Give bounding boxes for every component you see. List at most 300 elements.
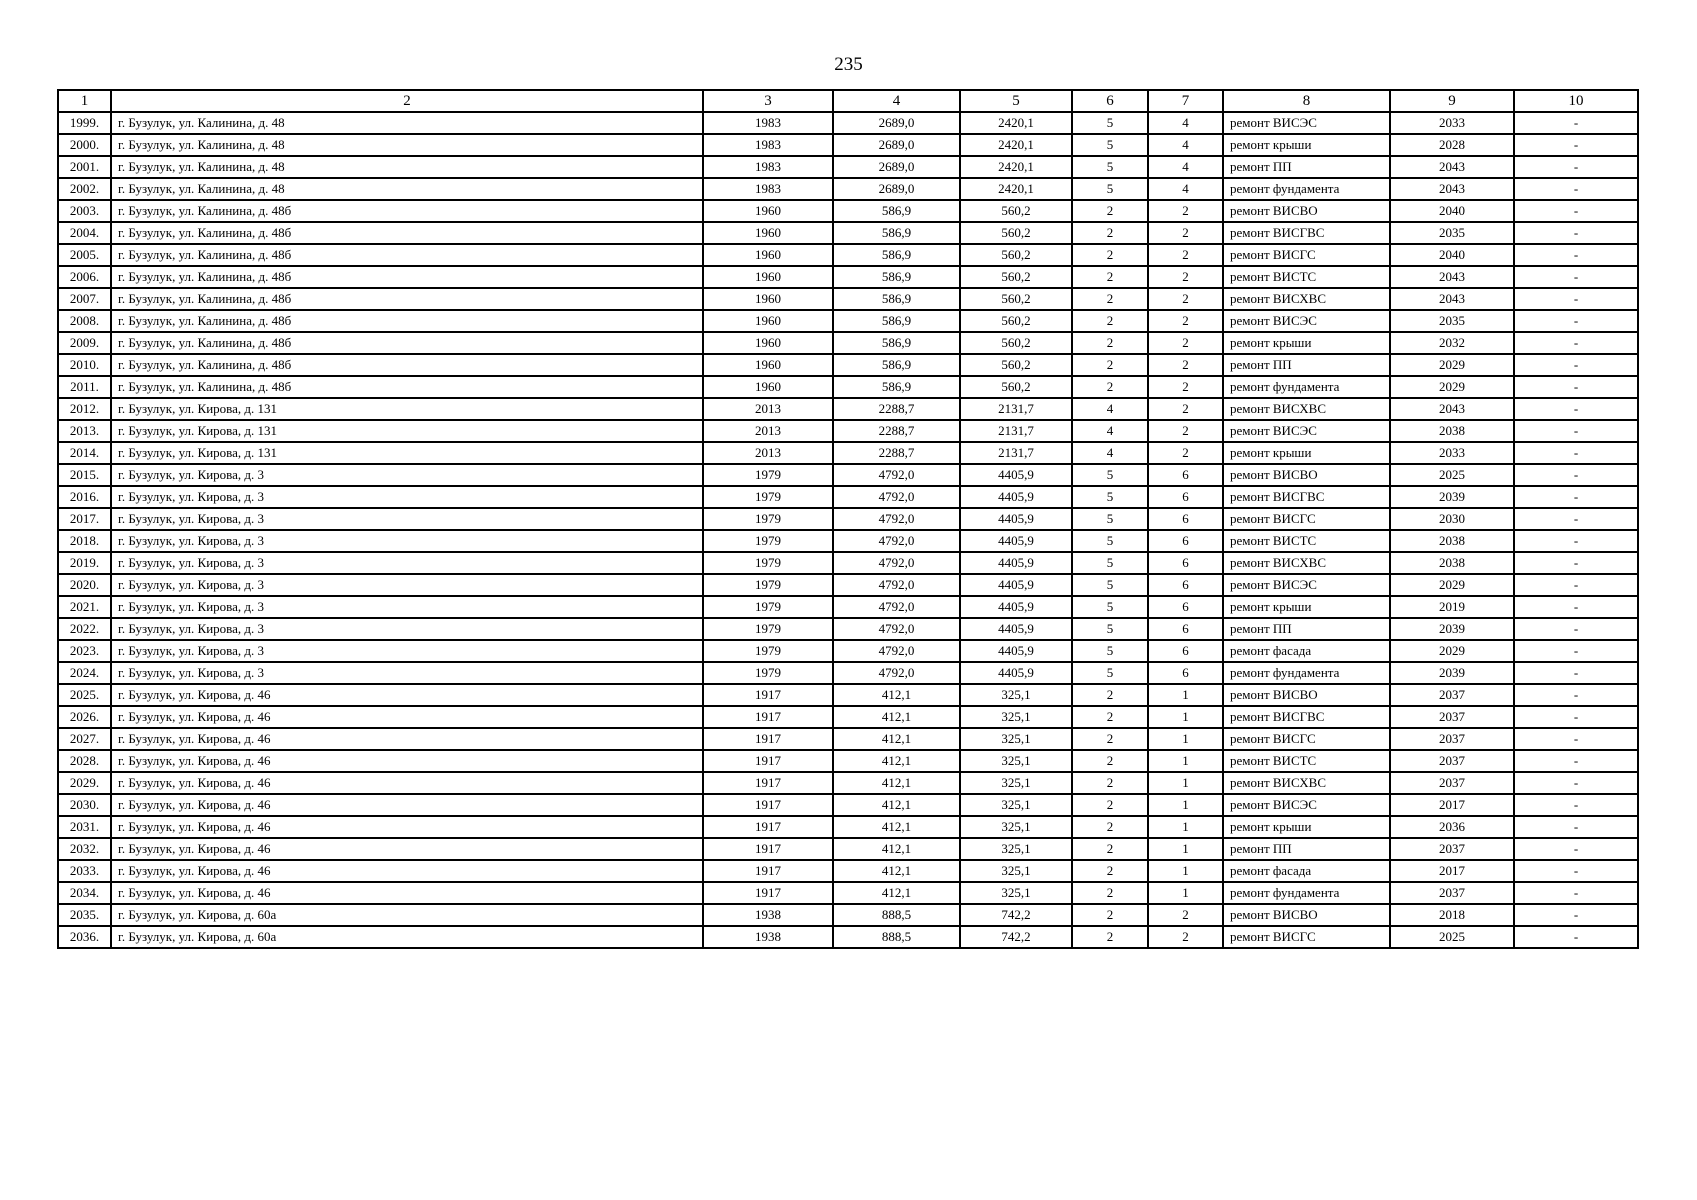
cell-living-area: 2420,1 (960, 156, 1072, 178)
cell-floors: 2 (1072, 706, 1148, 728)
cell-row-number: 2032. (58, 838, 111, 860)
cell-row-number: 2012. (58, 398, 111, 420)
cell-note: - (1514, 530, 1638, 552)
cell-repair-type: ремонт ВИСТС (1223, 530, 1390, 552)
cell-address: г. Бузулук, ул. Калинина, д. 48 (111, 112, 703, 134)
cell-address: г. Бузулук, ул. Кирова, д. 131 (111, 442, 703, 464)
cell-planned-year: 2032 (1390, 332, 1514, 354)
cell-repair-type: ремонт ВИСГС (1223, 508, 1390, 530)
cell-living-area: 325,1 (960, 860, 1072, 882)
cell-row-number: 2007. (58, 288, 111, 310)
cell-floors: 5 (1072, 552, 1148, 574)
table-row (58, 728, 1638, 750)
cell-note: - (1514, 728, 1638, 750)
cell-address: г. Бузулук, ул. Калинина, д. 48б (111, 376, 703, 398)
cell-living-area: 325,1 (960, 750, 1072, 772)
cell-row-number: 2009. (58, 332, 111, 354)
cell-note: - (1514, 706, 1638, 728)
cell-repair-type: ремонт ВИСХВС (1223, 552, 1390, 574)
cell-build-year: 1960 (703, 354, 833, 376)
cell-repair-type: ремонт ВИСВО (1223, 684, 1390, 706)
cell-floors: 2 (1072, 376, 1148, 398)
cell-entrances: 6 (1148, 662, 1223, 684)
table-row (58, 420, 1638, 442)
cell-planned-year: 2038 (1390, 530, 1514, 552)
cell-note: - (1514, 552, 1638, 574)
cell-planned-year: 2039 (1390, 486, 1514, 508)
cell-entrances: 4 (1148, 178, 1223, 200)
cell-total-area: 4792,0 (833, 486, 960, 508)
cell-repair-type: ремонт крыши (1223, 816, 1390, 838)
cell-planned-year: 2029 (1390, 574, 1514, 596)
cell-living-area: 325,1 (960, 728, 1072, 750)
cell-total-area: 412,1 (833, 838, 960, 860)
cell-total-area: 4792,0 (833, 618, 960, 640)
cell-floors: 5 (1072, 486, 1148, 508)
cell-planned-year: 2043 (1390, 288, 1514, 310)
cell-build-year: 1983 (703, 156, 833, 178)
cell-note: - (1514, 112, 1638, 134)
cell-address: г. Бузулук, ул. Кирова, д. 131 (111, 420, 703, 442)
cell-entrances: 4 (1148, 134, 1223, 156)
cell-entrances: 6 (1148, 530, 1223, 552)
cell-living-area: 560,2 (960, 310, 1072, 332)
column-header-1: 1 (58, 90, 111, 112)
cell-row-number: 2006. (58, 266, 111, 288)
cell-row-number: 2008. (58, 310, 111, 332)
cell-planned-year: 2037 (1390, 684, 1514, 706)
cell-planned-year: 2039 (1390, 662, 1514, 684)
cell-planned-year: 2029 (1390, 376, 1514, 398)
cell-floors: 2 (1072, 926, 1148, 948)
cell-floors: 2 (1072, 288, 1148, 310)
cell-row-number: 2004. (58, 222, 111, 244)
cell-total-area: 2288,7 (833, 442, 960, 464)
cell-living-area: 560,2 (960, 266, 1072, 288)
cell-row-number: 2024. (58, 662, 111, 684)
column-header-8: 8 (1223, 90, 1390, 112)
cell-note: - (1514, 574, 1638, 596)
cell-planned-year: 2029 (1390, 640, 1514, 662)
cell-living-area: 4405,9 (960, 486, 1072, 508)
cell-build-year: 2013 (703, 442, 833, 464)
cell-address: г. Бузулук, ул. Кирова, д. 46 (111, 860, 703, 882)
cell-repair-type: ремонт крыши (1223, 596, 1390, 618)
cell-row-number: 2002. (58, 178, 111, 200)
cell-repair-type: ремонт ВИСВО (1223, 904, 1390, 926)
cell-repair-type: ремонт ВИСЭС (1223, 574, 1390, 596)
cell-floors: 5 (1072, 574, 1148, 596)
cell-planned-year: 2039 (1390, 618, 1514, 640)
cell-note: - (1514, 772, 1638, 794)
cell-row-number: 2027. (58, 728, 111, 750)
cell-repair-type: ремонт ВИСЭС (1223, 420, 1390, 442)
cell-entrances: 1 (1148, 706, 1223, 728)
cell-living-area: 2420,1 (960, 112, 1072, 134)
cell-entrances: 2 (1148, 332, 1223, 354)
cell-planned-year: 2036 (1390, 816, 1514, 838)
cell-address: г. Бузулук, ул. Калинина, д. 48б (111, 266, 703, 288)
cell-total-area: 412,1 (833, 794, 960, 816)
cell-repair-type: ремонт ПП (1223, 354, 1390, 376)
table-row (58, 464, 1638, 486)
cell-row-number: 2011. (58, 376, 111, 398)
cell-repair-type: ремонт крыши (1223, 442, 1390, 464)
cell-planned-year: 2019 (1390, 596, 1514, 618)
cell-address: г. Бузулук, ул. Кирова, д. 3 (111, 530, 703, 552)
cell-repair-type: ремонт ВИСЭС (1223, 310, 1390, 332)
cell-repair-type: ремонт ВИСХВС (1223, 398, 1390, 420)
cell-repair-type: ремонт ВИСХВС (1223, 772, 1390, 794)
cell-build-year: 1917 (703, 794, 833, 816)
cell-floors: 2 (1072, 244, 1148, 266)
cell-build-year: 1960 (703, 288, 833, 310)
cell-build-year: 1960 (703, 310, 833, 332)
cell-address: г. Бузулук, ул. Калинина, д. 48б (111, 354, 703, 376)
cell-repair-type: ремонт крыши (1223, 332, 1390, 354)
cell-total-area: 4792,0 (833, 574, 960, 596)
cell-build-year: 1960 (703, 266, 833, 288)
cell-total-area: 412,1 (833, 882, 960, 904)
cell-note: - (1514, 596, 1638, 618)
cell-total-area: 888,5 (833, 904, 960, 926)
cell-living-area: 560,2 (960, 376, 1072, 398)
table-row (58, 596, 1638, 618)
cell-note: - (1514, 310, 1638, 332)
cell-entrances: 6 (1148, 486, 1223, 508)
cell-note: - (1514, 420, 1638, 442)
cell-address: г. Бузулук, ул. Кирова, д. 46 (111, 882, 703, 904)
cell-entrances: 2 (1148, 222, 1223, 244)
cell-planned-year: 2043 (1390, 398, 1514, 420)
cell-entrances: 2 (1148, 376, 1223, 398)
cell-floors: 2 (1072, 354, 1148, 376)
cell-note: - (1514, 882, 1638, 904)
table-row (58, 640, 1638, 662)
cell-note: - (1514, 816, 1638, 838)
cell-address: г. Бузулук, ул. Кирова, д. 46 (111, 838, 703, 860)
table-row (58, 508, 1638, 530)
cell-total-area: 586,9 (833, 376, 960, 398)
cell-row-number: 2019. (58, 552, 111, 574)
cell-total-area: 4792,0 (833, 662, 960, 684)
cell-total-area: 412,1 (833, 860, 960, 882)
cell-entrances: 6 (1148, 464, 1223, 486)
cell-floors: 5 (1072, 464, 1148, 486)
cell-build-year: 1960 (703, 376, 833, 398)
cell-build-year: 1938 (703, 926, 833, 948)
column-header-7: 7 (1148, 90, 1223, 112)
cell-note: - (1514, 640, 1638, 662)
cell-planned-year: 2040 (1390, 200, 1514, 222)
cell-living-area: 4405,9 (960, 530, 1072, 552)
cell-total-area: 412,1 (833, 772, 960, 794)
cell-entrances: 2 (1148, 310, 1223, 332)
cell-note: - (1514, 508, 1638, 530)
cell-address: г. Бузулук, ул. Кирова, д. 3 (111, 508, 703, 530)
cell-living-area: 2131,7 (960, 420, 1072, 442)
cell-address: г. Бузулук, ул. Кирова, д. 46 (111, 684, 703, 706)
cell-row-number: 2014. (58, 442, 111, 464)
cell-build-year: 1917 (703, 838, 833, 860)
cell-floors: 4 (1072, 398, 1148, 420)
cell-floors: 2 (1072, 772, 1148, 794)
cell-living-area: 560,2 (960, 222, 1072, 244)
cell-repair-type: ремонт ПП (1223, 838, 1390, 860)
cell-floors: 5 (1072, 156, 1148, 178)
table-row (58, 530, 1638, 552)
cell-planned-year: 2029 (1390, 354, 1514, 376)
cell-row-number: 2005. (58, 244, 111, 266)
cell-build-year: 1917 (703, 706, 833, 728)
table-row (58, 772, 1638, 794)
cell-build-year: 1917 (703, 816, 833, 838)
cell-repair-type: ремонт ВИСГВС (1223, 222, 1390, 244)
cell-living-area: 560,2 (960, 288, 1072, 310)
cell-row-number: 2033. (58, 860, 111, 882)
cell-living-area: 4405,9 (960, 662, 1072, 684)
cell-living-area: 4405,9 (960, 640, 1072, 662)
cell-planned-year: 2037 (1390, 728, 1514, 750)
cell-floors: 2 (1072, 816, 1148, 838)
table-row (58, 222, 1638, 244)
cell-living-area: 4405,9 (960, 596, 1072, 618)
cell-address: г. Бузулук, ул. Калинина, д. 48б (111, 222, 703, 244)
table-row (58, 376, 1638, 398)
cell-total-area: 4792,0 (833, 530, 960, 552)
cell-living-area: 4405,9 (960, 618, 1072, 640)
cell-note: - (1514, 860, 1638, 882)
cell-living-area: 560,2 (960, 244, 1072, 266)
table-row (58, 794, 1638, 816)
cell-living-area: 325,1 (960, 816, 1072, 838)
table-row (58, 882, 1638, 904)
cell-note: - (1514, 662, 1638, 684)
cell-note: - (1514, 376, 1638, 398)
cell-build-year: 1917 (703, 728, 833, 750)
table-row (58, 860, 1638, 882)
cell-planned-year: 2017 (1390, 794, 1514, 816)
cell-address: г. Бузулук, ул. Кирова, д. 46 (111, 750, 703, 772)
cell-total-area: 2689,0 (833, 112, 960, 134)
table-row (58, 838, 1638, 860)
cell-repair-type: ремонт ВИСГС (1223, 244, 1390, 266)
cell-living-area: 2131,7 (960, 398, 1072, 420)
cell-note: - (1514, 794, 1638, 816)
cell-build-year: 1979 (703, 574, 833, 596)
cell-living-area: 325,1 (960, 794, 1072, 816)
cell-total-area: 412,1 (833, 706, 960, 728)
cell-total-area: 2689,0 (833, 178, 960, 200)
cell-address: г. Бузулук, ул. Кирова, д. 3 (111, 596, 703, 618)
cell-total-area: 2288,7 (833, 420, 960, 442)
table-row (58, 926, 1638, 948)
cell-living-area: 325,1 (960, 684, 1072, 706)
cell-build-year: 1917 (703, 772, 833, 794)
cell-entrances: 1 (1148, 860, 1223, 882)
table-row (58, 904, 1638, 926)
cell-repair-type: ремонт ВИСТС (1223, 750, 1390, 772)
table-row (58, 816, 1638, 838)
cell-repair-type: ремонт ВИСГВС (1223, 706, 1390, 728)
cell-total-area: 4792,0 (833, 508, 960, 530)
cell-entrances: 2 (1148, 420, 1223, 442)
table-row (58, 398, 1638, 420)
cell-build-year: 2013 (703, 398, 833, 420)
column-header-10: 10 (1514, 90, 1638, 112)
cell-floors: 2 (1072, 794, 1148, 816)
cell-floors: 2 (1072, 310, 1148, 332)
cell-note: - (1514, 244, 1638, 266)
column-header-2: 2 (111, 90, 703, 112)
cell-floors: 2 (1072, 882, 1148, 904)
cell-entrances: 6 (1148, 574, 1223, 596)
cell-total-area: 2689,0 (833, 156, 960, 178)
cell-planned-year: 2037 (1390, 750, 1514, 772)
cell-note: - (1514, 618, 1638, 640)
cell-planned-year: 2025 (1390, 464, 1514, 486)
cell-address: г. Бузулук, ул. Калинина, д. 48 (111, 134, 703, 156)
table-row (58, 442, 1638, 464)
cell-repair-type: ремонт ПП (1223, 156, 1390, 178)
repair-schedule-table (57, 89, 1639, 949)
table-row (58, 178, 1638, 200)
cell-entrances: 2 (1148, 926, 1223, 948)
cell-repair-type: ремонт фундамента (1223, 178, 1390, 200)
cell-entrances: 1 (1148, 684, 1223, 706)
cell-row-number: 2029. (58, 772, 111, 794)
cell-repair-type: ремонт ВИСГВС (1223, 486, 1390, 508)
cell-floors: 2 (1072, 332, 1148, 354)
cell-build-year: 1979 (703, 640, 833, 662)
cell-living-area: 742,2 (960, 926, 1072, 948)
cell-planned-year: 2037 (1390, 882, 1514, 904)
cell-note: - (1514, 156, 1638, 178)
cell-build-year: 1983 (703, 178, 833, 200)
cell-entrances: 2 (1148, 200, 1223, 222)
cell-floors: 4 (1072, 442, 1148, 464)
cell-floors: 5 (1072, 178, 1148, 200)
cell-living-area: 325,1 (960, 706, 1072, 728)
cell-living-area: 560,2 (960, 200, 1072, 222)
table-row (58, 310, 1638, 332)
cell-total-area: 586,9 (833, 266, 960, 288)
cell-planned-year: 2030 (1390, 508, 1514, 530)
table-row (58, 332, 1638, 354)
cell-total-area: 586,9 (833, 310, 960, 332)
cell-build-year: 1979 (703, 662, 833, 684)
cell-total-area: 412,1 (833, 816, 960, 838)
cell-repair-type: ремонт ВИСГС (1223, 926, 1390, 948)
cell-floors: 2 (1072, 838, 1148, 860)
cell-row-number: 2020. (58, 574, 111, 596)
cell-planned-year: 2038 (1390, 552, 1514, 574)
cell-living-area: 560,2 (960, 332, 1072, 354)
column-header-6: 6 (1072, 90, 1148, 112)
cell-address: г. Бузулук, ул. Кирова, д. 3 (111, 486, 703, 508)
cell-row-number: 2022. (58, 618, 111, 640)
cell-living-area: 560,2 (960, 354, 1072, 376)
cell-total-area: 4792,0 (833, 464, 960, 486)
cell-address: г. Бузулук, ул. Кирова, д. 46 (111, 706, 703, 728)
cell-build-year: 1979 (703, 552, 833, 574)
table-row (58, 244, 1638, 266)
cell-address: г. Бузулук, ул. Калинина, д. 48 (111, 178, 703, 200)
cell-total-area: 586,9 (833, 332, 960, 354)
cell-repair-type: ремонт ПП (1223, 618, 1390, 640)
cell-build-year: 1979 (703, 618, 833, 640)
cell-total-area: 888,5 (833, 926, 960, 948)
cell-note: - (1514, 266, 1638, 288)
cell-note: - (1514, 398, 1638, 420)
cell-repair-type: ремонт ВИСГС (1223, 728, 1390, 750)
cell-repair-type: ремонт ВИСВО (1223, 464, 1390, 486)
cell-floors: 5 (1072, 134, 1148, 156)
cell-entrances: 2 (1148, 288, 1223, 310)
cell-address: г. Бузулук, ул. Кирова, д. 60а (111, 926, 703, 948)
cell-build-year: 2013 (703, 420, 833, 442)
table-body (58, 112, 1638, 948)
cell-repair-type: ремонт ВИСЭС (1223, 794, 1390, 816)
cell-total-area: 2689,0 (833, 134, 960, 156)
cell-row-number: 2036. (58, 926, 111, 948)
column-header-3: 3 (703, 90, 833, 112)
cell-note: - (1514, 134, 1638, 156)
cell-repair-type: ремонт ВИСВО (1223, 200, 1390, 222)
cell-floors: 2 (1072, 904, 1148, 926)
cell-planned-year: 2033 (1390, 442, 1514, 464)
header-row (58, 90, 1638, 112)
cell-entrances: 2 (1148, 904, 1223, 926)
cell-note: - (1514, 750, 1638, 772)
cell-build-year: 1960 (703, 222, 833, 244)
cell-entrances: 6 (1148, 508, 1223, 530)
cell-note: - (1514, 684, 1638, 706)
cell-entrances: 2 (1148, 244, 1223, 266)
cell-floors: 5 (1072, 662, 1148, 684)
table-row (58, 134, 1638, 156)
cell-floors: 2 (1072, 684, 1148, 706)
cell-note: - (1514, 838, 1638, 860)
cell-build-year: 1979 (703, 486, 833, 508)
cell-address: г. Бузулук, ул. Кирова, д. 46 (111, 772, 703, 794)
column-header-4: 4 (833, 90, 960, 112)
cell-entrances: 1 (1148, 838, 1223, 860)
cell-living-area: 2131,7 (960, 442, 1072, 464)
table-row (58, 288, 1638, 310)
cell-floors: 2 (1072, 222, 1148, 244)
cell-entrances: 1 (1148, 882, 1223, 904)
cell-row-number: 2013. (58, 420, 111, 442)
cell-row-number: 2003. (58, 200, 111, 222)
cell-entrances: 1 (1148, 816, 1223, 838)
cell-row-number: 2028. (58, 750, 111, 772)
cell-build-year: 1960 (703, 244, 833, 266)
cell-entrances: 1 (1148, 772, 1223, 794)
cell-note: - (1514, 200, 1638, 222)
cell-address: г. Бузулук, ул. Кирова, д. 46 (111, 816, 703, 838)
cell-total-area: 586,9 (833, 354, 960, 376)
cell-planned-year: 2043 (1390, 178, 1514, 200)
cell-row-number: 2030. (58, 794, 111, 816)
table-row (58, 662, 1638, 684)
cell-total-area: 4792,0 (833, 552, 960, 574)
cell-note: - (1514, 486, 1638, 508)
cell-repair-type: ремонт фасада (1223, 860, 1390, 882)
cell-planned-year: 2025 (1390, 926, 1514, 948)
cell-build-year: 1979 (703, 508, 833, 530)
cell-planned-year: 2043 (1390, 156, 1514, 178)
